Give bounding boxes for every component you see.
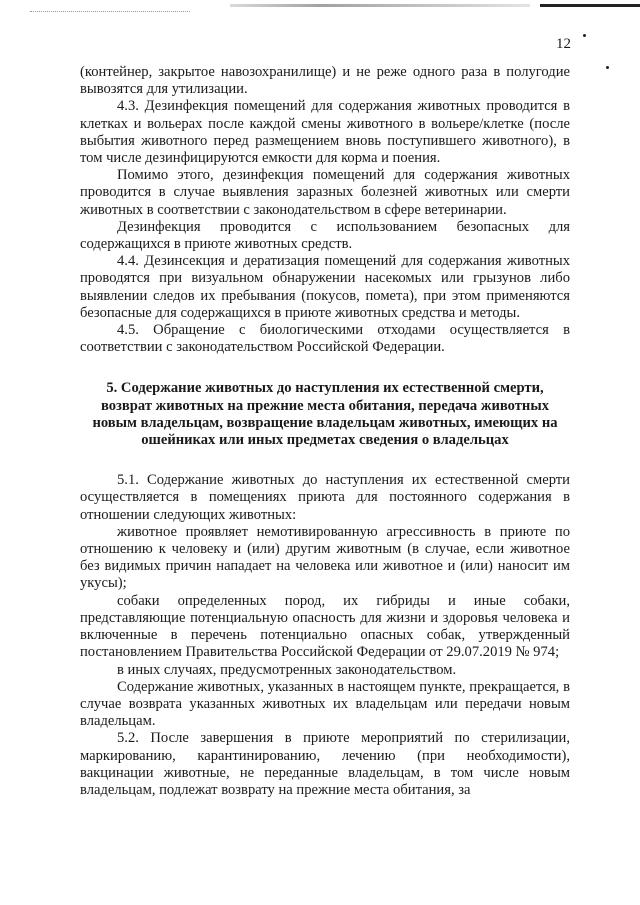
paragraph: (контейнер, закрытое навозохранилище) и не реже одного раза в полугодие вывозятся для утилизации. [80, 64, 570, 98]
scan-artifact-top-right [540, 4, 640, 7]
scan-speck [583, 34, 586, 37]
scan-artifact-top [230, 4, 530, 7]
paragraph: животное проявляет немотивированную агрессивность в приюте по отношению к человеку и (или) другим животным (в случае, если животное без видимых причин нападает на человека или животное и (или) наносит им укусы); [80, 523, 570, 592]
paragraph: собаки определенных пород, их гибриды и иные собаки, представляющие потенциальную опасность для жизни и здоровья человека и включенные в перечень потенциально опасных собак, утвержденный постановлением Правительства Российской Федерации от 29.07.2019 № 974; [80, 592, 570, 661]
section-5-heading: 5. Содержание животных до наступления их естественной смерти, возврат животных на прежние места обитания, передача животных новым владельцам, возвращение владельцам животных, имеющих на ошейниках или иных предметах сведения о владельцах [92, 380, 558, 449]
document-body [80, 64, 570, 799]
paragraph: Помимо этого, дезинфекция помещений для содержания животных проводится в случае выявления заразных болезней животных или смерти животных в соответствии с законодательством в сфере ветеринарии. [80, 167, 570, 218]
paragraph: в иных случаях, предусмотренных законодательством. [117, 661, 457, 678]
paragraph: Содержание животных, указанных в настоящем пункте, прекращается, в случае возврата указанных животных их владельцам или передачи новым владельцам. [80, 678, 570, 730]
page-number: 12 [556, 36, 571, 52]
scan-speck [606, 66, 609, 69]
paragraph: 5.2. После завершения в приюте мероприятий по стерилизации, маркированию, карантинированию, лечению (при необходимости), вакцинации животные, не переданные владельцам, в том числе новым владельцам, подлежат возврату на прежние места обитания, за [80, 730, 570, 798]
paragraph: 4.5. Обращение с биологическими отходами осуществляется в соответствии с законодательством Российской Федерации. [80, 322, 570, 356]
scan-artifact-dots [30, 11, 190, 13]
paragraph: 4.4. Дезинсекция и дератизация помещений для содержания животных проводятся при визуальном обнаружении насекомых или грызунов либо выявлении следов их пребывания (покусов, помета), при этом применяются безопасные для содержащихся в приюте животных средства и методы. [80, 253, 570, 321]
paragraph: 4.3. Дезинфекция помещений для содержания животных проводится в клетках и вольерах после каждой смены животного в вольере/клетке (после выбытия животного перед размещением вновь поступившего животного), в том числе дезинфицируются емкости для корма и поения. [80, 98, 570, 167]
section-5-text [80, 472, 570, 799]
paragraph: Дезинфекция проводится с использованием безопасных для содержащихся в приюте животных средств. [80, 218, 570, 253]
paragraph: 5.1. Содержание животных до наступления их естественной смерти осуществляется в помещениях приюта для постоянного содержания в отношении следующих животных: [80, 472, 570, 523]
section-4-text [80, 64, 570, 356]
